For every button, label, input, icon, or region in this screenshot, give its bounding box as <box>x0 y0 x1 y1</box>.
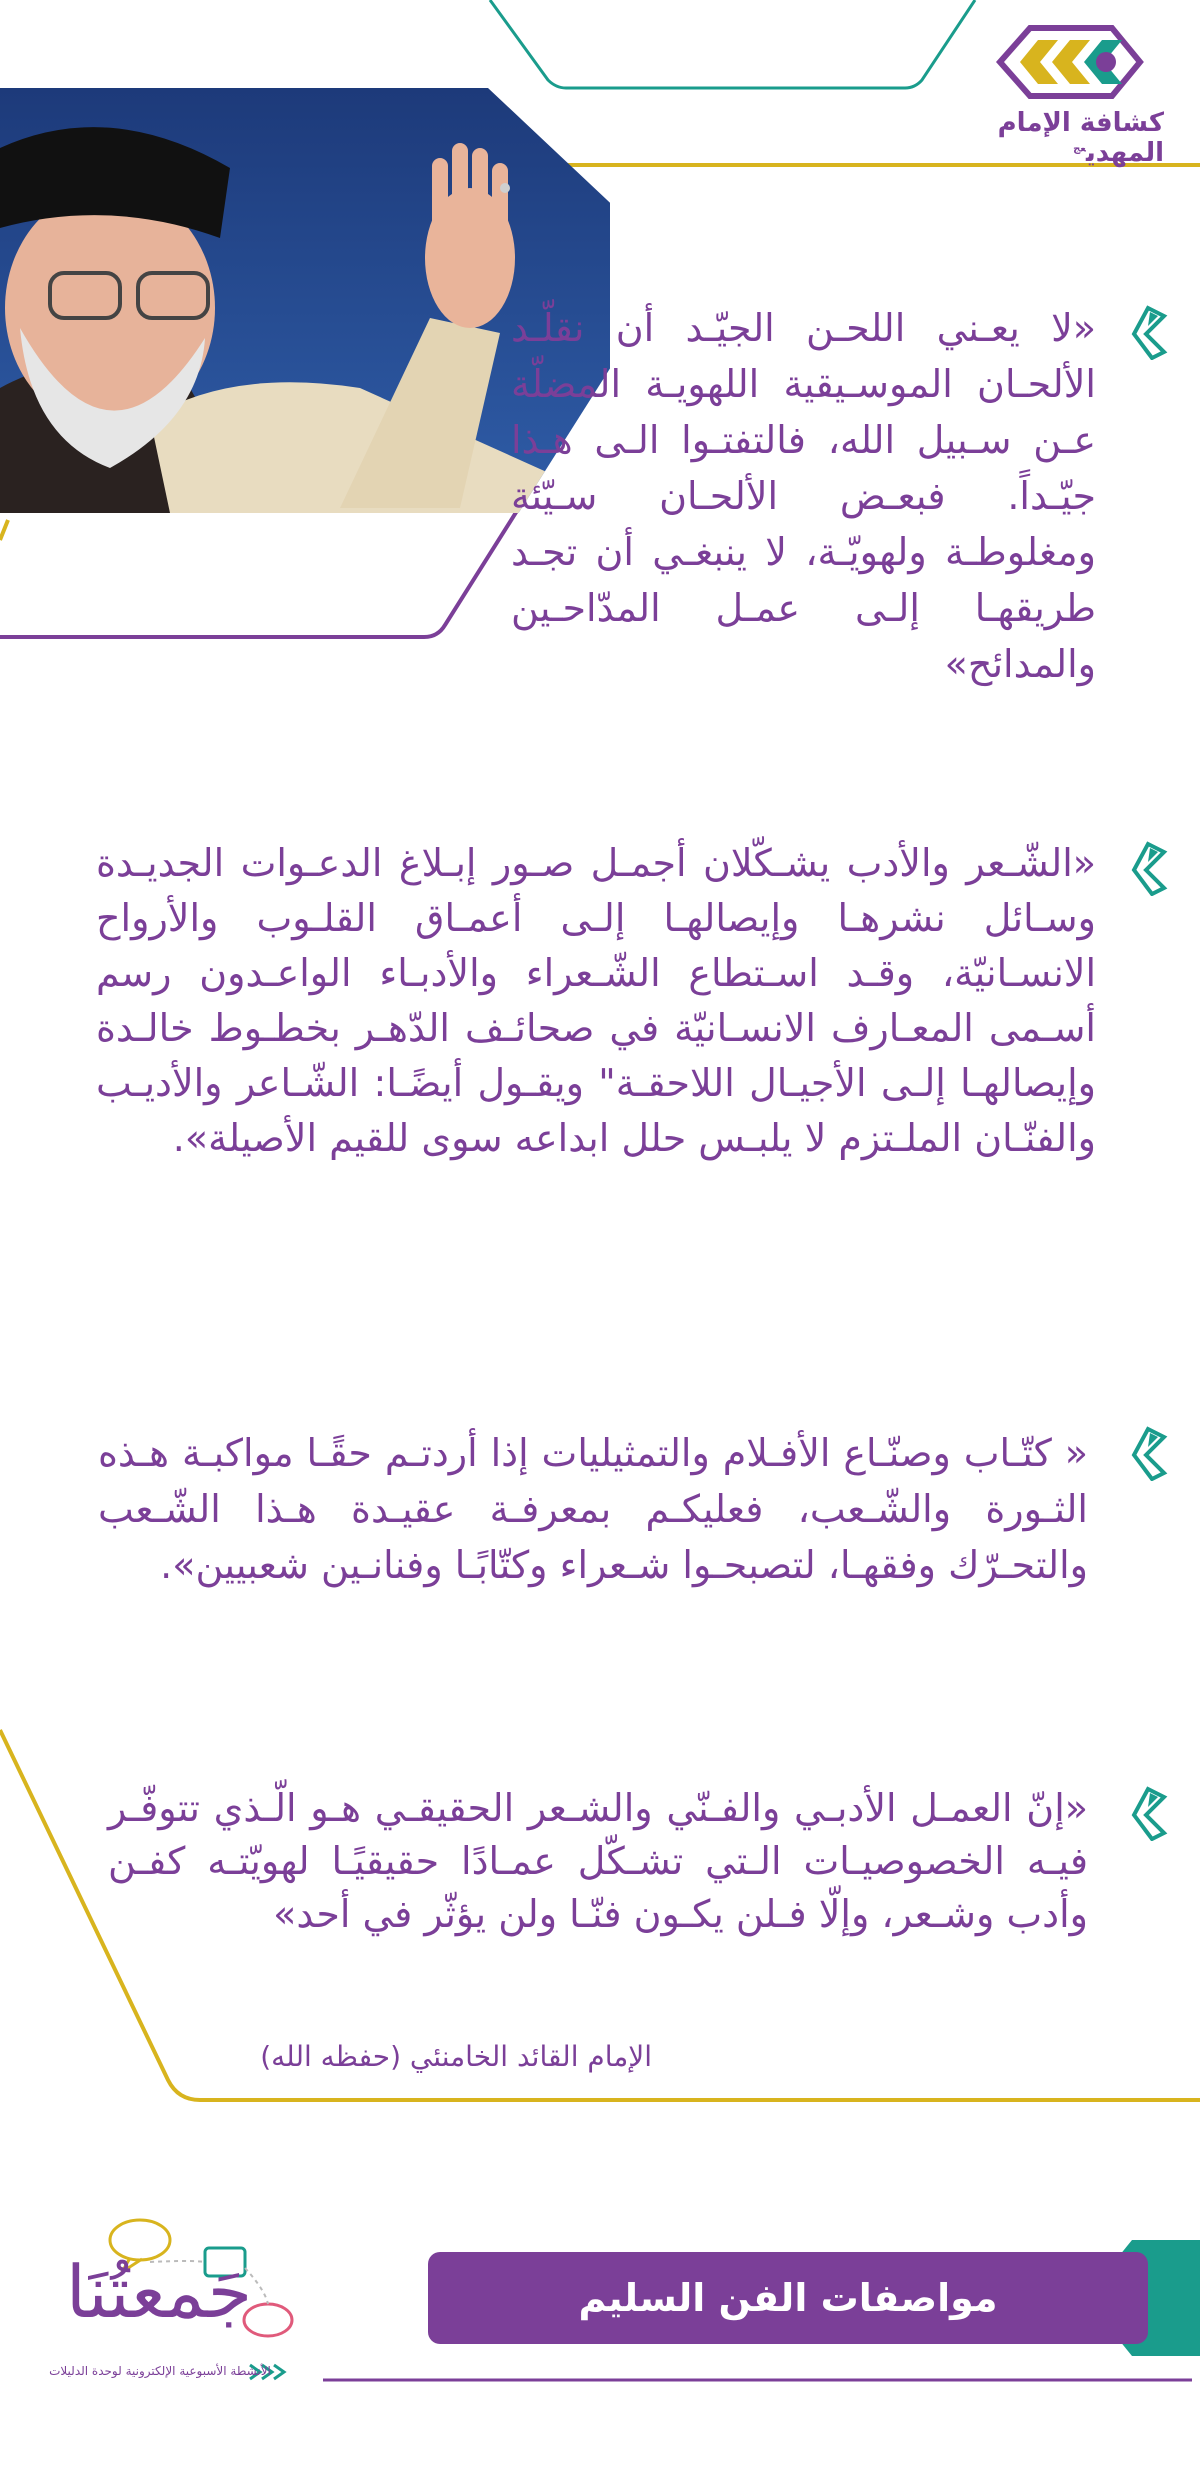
quote-bullet-icon <box>1128 840 1172 896</box>
brand-word: جَمعتُنَا <box>65 2250 253 2334</box>
quote-bullet-icon <box>1128 1785 1172 1841</box>
quote-2: «الشّـعر والأدب يشـكّلان أجمـل صـور إبـلاغ الدعـوات الجديـدة وسـائل نشرهـا وإيصالهـا إلـى أعمـاق القلـوب والأرواح الانسـانيّة، وقـد اسـتطاع الشّـعراء والأدبـاء الواعـدون رسم أسـمى المعـارف الانسـانيّة في صحائـف الدّهـر بخطـوط خالـدة وإيصالهـا إلـى الأجيـال اللاحقـة" ويقـول أيضًـا: الشّـاعر والأديـب والفنّـان الملـتزم لا يلبـس حلل ابداعه سوى للقيم الأصيلة». <box>96 841 1096 1160</box>
quote-1: «لا يعـني اللحـن الجيّـد أن نقلّـد الألحـان الموسـيقية اللهويـة المضلّة عـن سـبيل الله، فالتفتـوا الـى هـذا جيّـداً. فبعـض الألحـان سـيّئة ومغلوطـة ولهويّـة، لا ينبغـي أن تجـد طريقهـا إلـى عمـل المدّاحـين والمدائح» <box>511 306 1096 686</box>
quote-3: « كتّـاب وصنّـاع الأفـلام والتمثيليات إذا أردتـم حقًـا مواكبـة هـذه الثـورة والشّـعب، فعليكـم بمعرفـة عقيـدة هـذا الشّـعب والتحـرّك وفقهـا، لتصبحـوا شـعراء وكتّابًـا وفنانـين شعبيين». <box>98 1431 1088 1587</box>
logo-text: كشافة الإمام المهدي$^{عج}$ <box>997 108 1164 168</box>
quote-4: «إنّ العمـل الأدبـي والفـنّي والشـعر الحقيقـي هـو الّـذي تتوفّـر فيـه الخصوصيـات الـتي تشـكّل عمـادًا حقيقيًـا لهويّتـه كفـن وأدب وشـعر، وإلّا فـلن يكـون فنّـا ولن يؤثّر في أحد» <box>108 1786 1088 1936</box>
quote-attribution: الإمام القائد الخامنئي (حفظه الله) <box>260 2040 652 2073</box>
quote-bullet-icon <box>1128 304 1172 360</box>
brand-tagline: الأنشطة الأسبوعية الإلكترونية لوحدة الدليلات <box>49 2364 271 2378</box>
brand-logo <box>0 0 330 2465</box>
logo-superscript: عج <box>1073 143 1086 155</box>
footer-title: مواصفات الفن السليم <box>578 2276 998 2320</box>
scout-logo-mark <box>1000 28 1140 96</box>
quote-bullet-icon <box>1128 1425 1172 1481</box>
